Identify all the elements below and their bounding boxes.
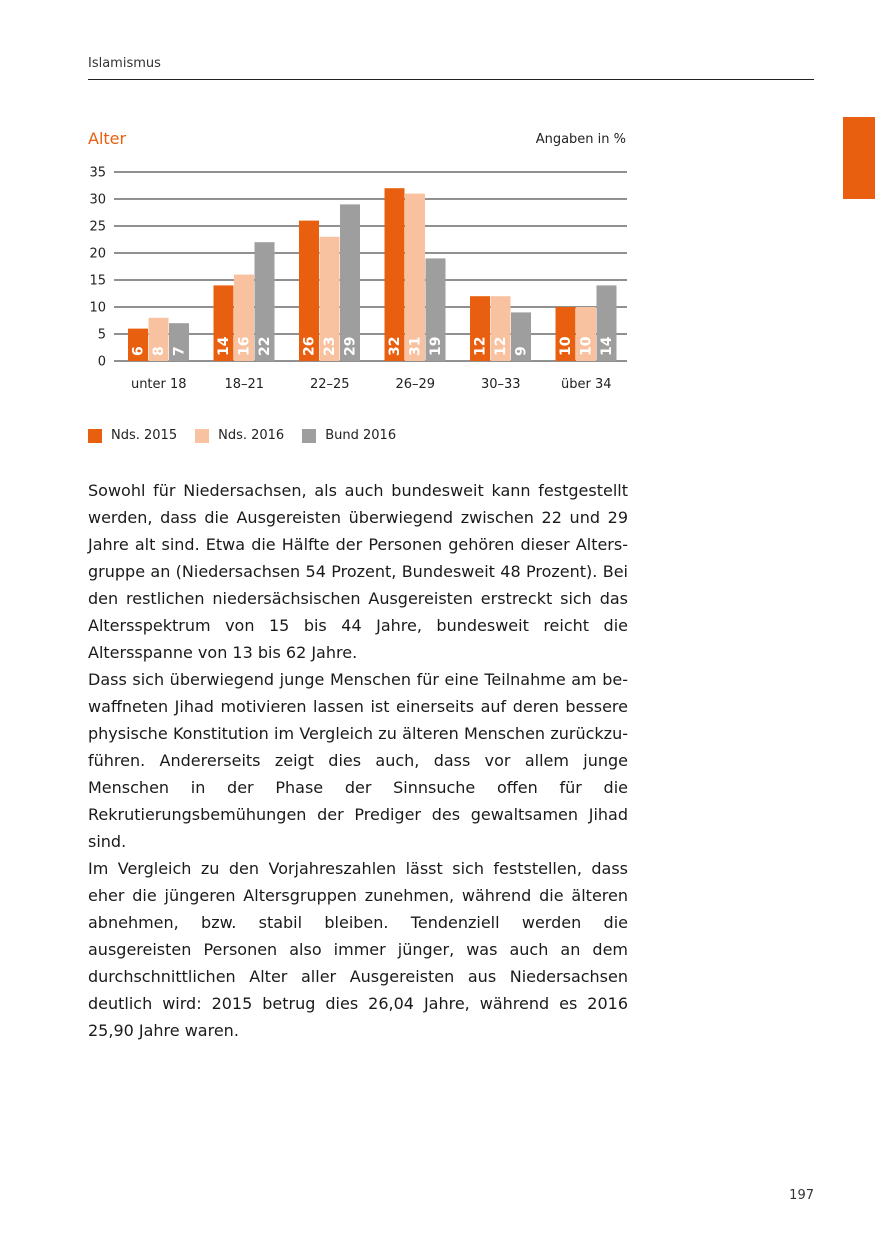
- legend-swatch-nds-2015: [88, 429, 102, 443]
- legend-label-nds-2015: Nds. 2015: [111, 428, 178, 443]
- bar-value-label: 14: [215, 336, 232, 356]
- y-tick-label: 5: [97, 327, 106, 343]
- legend-item-nds-2015: [88, 428, 177, 443]
- y-tick-label: 10: [89, 300, 106, 316]
- y-tick-label: 35: [89, 165, 106, 181]
- x-tick-label: 26–29: [395, 377, 436, 392]
- chart-title: Alter: [88, 129, 127, 148]
- legend-item-bund-2016: [302, 428, 396, 443]
- paragraph: Dass sich überwiegend junge Menschen für eine Teilnahme am bewaffneten Jihad motivieren lassen ist einerseits auf deren bessere physische Konstitution im Vergleich zu älteren Menschen zurückzuführen. Andererseits zeigt dies auch, dass vor allem junge Menschen in der Phase der Sinnsuche offen für die Rekrutierungsbemühungen der Prediger des gewaltsamen Jihad sind.: [88, 670, 628, 851]
- bar-value-label: 7: [171, 346, 188, 356]
- y-tick-label: 25: [89, 219, 106, 235]
- bar-value-label: 12: [472, 336, 489, 356]
- y-tick-label: 0: [97, 354, 106, 370]
- bar-value-label: 22: [256, 336, 273, 356]
- y-tick-label: 15: [89, 273, 106, 289]
- legend-label-nds-2016: Nds. 2016: [218, 428, 285, 443]
- paragraph: Im Vergleich zu den Vorjahreszahlen lässt sich feststellen, dass eher die jüngeren Altersgruppen zunehmen, während die älteren abnehmen, bzw. stabil bleiben. Tendenziell werden die ausgereisten Personen also immer jünger, was auch an dem durchschnittlichen Alter aller Ausgereisten aus Niedersachsen deutlich wird: 2015 betrug dies 26,04 Jahre, während es 2016 25,90 Jahre waren.: [88, 859, 628, 1040]
- bar-value-label: 23: [321, 336, 338, 356]
- legend-swatch-bund-2016: [302, 429, 316, 443]
- x-tick-label: unter 18: [130, 377, 187, 392]
- bar-value-label: 14: [598, 336, 615, 356]
- legend-item-nds-2016: [195, 428, 284, 443]
- bar: [385, 188, 405, 361]
- bar-value-label: 12: [492, 336, 509, 356]
- x-tick-label: 18–21: [224, 377, 265, 392]
- bar-value-label: 10: [578, 336, 595, 356]
- bar-value-label: 32: [386, 336, 403, 356]
- page-number: 197: [789, 1188, 814, 1203]
- legend-swatch-nds-2016: [195, 429, 209, 443]
- y-tick-label: 20: [89, 246, 106, 262]
- legend-label-bund-2016: Bund 2016: [325, 428, 397, 443]
- bar-value-label: 8: [150, 346, 167, 356]
- running-head-title: Islamismus: [88, 56, 161, 71]
- bar-value-label: 26: [301, 336, 318, 356]
- body-text: [88, 477, 628, 1044]
- x-tick-label: 22–25: [309, 377, 350, 392]
- bar-value-label: 9: [513, 346, 530, 356]
- chart-legend: [88, 428, 414, 443]
- bar-value-label: 10: [557, 336, 574, 356]
- bar: [405, 194, 425, 361]
- paragraph: Sowohl für Niedersachsen, als auch bundesweit kann festgestellt werden, dass die Ausgereisten überwiegend zwischen 22 und 29 Jahre alt sind. Etwa die Hälfte der Personen gehören dieser Altersgruppe an (Niedersachsen 54 Prozent, Bundesweit 48 Prozent). Bei den restlichen niedersächsischen Ausgereisten erstreckt sich das Altersspektrum von 15 bis 44 Jahre, bundesweit reicht die Altersspanne von 13 bis 62 Jahre.: [88, 481, 628, 662]
- age-bar-chart: [0, 0, 875, 420]
- bar-value-label: 16: [236, 336, 253, 356]
- chart-unit-note: Angaben in %: [535, 132, 626, 147]
- y-tick-label: 30: [89, 192, 106, 208]
- x-tick-label: über 34: [560, 377, 612, 392]
- bar-value-label: 6: [130, 346, 147, 356]
- bar-value-label: 31: [407, 336, 424, 356]
- bar-value-label: 19: [427, 336, 444, 356]
- x-tick-label: 30–33: [480, 377, 521, 392]
- bar-value-label: 29: [342, 336, 359, 356]
